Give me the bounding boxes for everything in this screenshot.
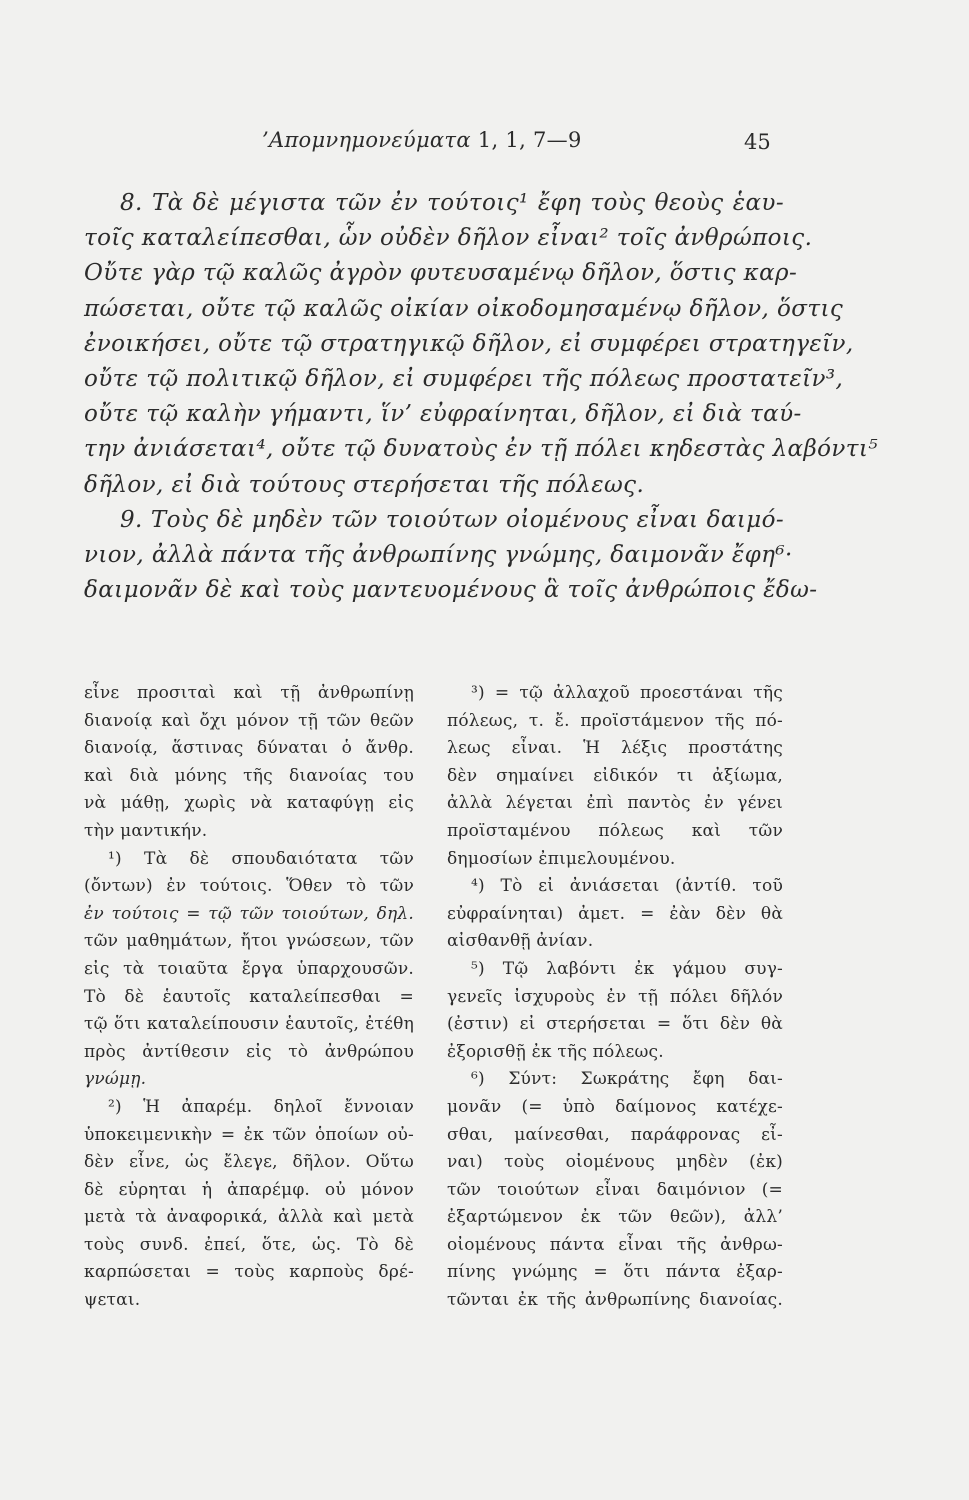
book-title: ’Απομνημονεύματα [262, 128, 471, 152]
note-line: τοὺς συνδ. ἐπεί, ὅτε, ὡς. Τὸ δὲ [84, 1234, 414, 1255]
text-line: ἐνοικήσει, οὔτε τῷ στρατηγικῷ δῆλον, εἰ συμφέρει στρατηγεῖν, [84, 330, 854, 357]
note-line: ³) = τῷ ἀλλαχοῦ προεστάναι τῆς [471, 683, 783, 703]
note-line: διανοίᾳ καὶ ὄχι μόνον τῇ τῶν θεῶν [84, 710, 414, 731]
note-line: ἐν τούτοις = τῷ τῶν τοιούτων, δηλ. [84, 903, 414, 924]
note-line: καρπώσεται = τοὺς καρποὺς δρέ- [84, 1262, 414, 1283]
commentary-right-column [447, 680, 783, 1315]
note-line: εἰς τὰ τοιαῦτα ἔργα ὑπαρχουσῶν. [84, 958, 414, 979]
note-line: ὑποκειμενικὴν = ἐκ τῶν ὁποίων οὐ- [84, 1124, 414, 1145]
note-line: οἰομένους πάντα εἶναι τῆς ἀνθρω- [447, 1234, 783, 1255]
note-line: δὲν σημαίνει εἰδικόν τι ἀξίωμα, [447, 765, 783, 786]
running-title [262, 128, 582, 152]
text-line: οὔτε τῷ καλὴν γήμαντι, ἵν’ εὐφραίνηται, δῆλον, εἰ διὰ ταύ- [84, 401, 802, 428]
page-number: 45 [744, 130, 771, 154]
note-line: δὲ εὑρηται ἡ ἀπαρέμφ. οὐ μόνον [84, 1179, 414, 1200]
text-line: 8. Τὰ δὲ μέγιστα τῶν ἐν τούτοις¹ ἔφη τοὺς θεοὺς ἑαυ- [120, 190, 784, 216]
note-line: Τὸ δὲ ἑαυτοῖς καταλείπεσθαι = [84, 986, 414, 1007]
note-line: ¹) Τὰ δὲ σπουδαιότατα τῶν [108, 848, 414, 869]
note-line: τὴν μαντικήν. [84, 820, 208, 841]
text-line: δαιμονᾶν δὲ καὶ τοὺς μαντευομένους ἃ τοῖς ἀνθρώποις ἔδω- [84, 577, 818, 604]
note-line: τῶν τοιούτων εἶναι δαιμόνιον (= [447, 1179, 783, 1200]
note-line: δημοσίων ἐπιμελουμένου. [447, 848, 676, 869]
note-line: ἀλλὰ λέγεται ἐπὶ παντὸς ἐν γένει [447, 793, 783, 814]
note-line: καὶ διὰ μόνης τῆς διανοίας του [84, 765, 414, 786]
text-line: 9. Τοὺς δὲ μηδὲν τῶν τοιούτων οἰομένους εἶναι δαιμό- [120, 506, 784, 533]
note-line: διανοίᾳ, ἅστινας δύναται ὁ ἄνθρ. [84, 738, 414, 759]
note-line: ψεται. [84, 1290, 141, 1311]
text-line: την ἀνιάσεται⁴, οὔτε τῷ δυνατοὺς ἐν τῇ πόλει κηδεστὰς λαβόντι⁵ [84, 436, 878, 463]
note-line: τῶνται ἐκ τῆς ἀνθρωπίνης διανοίας. [447, 1290, 783, 1311]
text-line: τοῖς καταλείπεσθαι, ὧν οὐδὲν δῆλον εἶναι² τοῖς ἀνθρώποις. [84, 225, 813, 252]
note-line: προϊσταμένου πόλεως καὶ τῶν [447, 820, 783, 841]
note-line: εἶνε προσιταὶ καὶ τῇ ἀνθρωπίνῃ [84, 683, 414, 703]
note-line: πόλεως, τ. ἔ. προϊστάμενον τῆς πό- [447, 710, 783, 731]
note-line: εὐφραίνηται) ἀμετ. = ἐὰν δὲν θὰ [447, 903, 783, 924]
note-line: νὰ μάθῃ, χωρὶς νὰ καταφύγῃ εἰς [84, 793, 414, 814]
note-line: αἰσθανθῇ ἀνίαν. [447, 931, 594, 952]
note-line: μετὰ τὰ ἀναφορικά, ἀλλὰ καὶ μετὰ [84, 1207, 414, 1228]
note-line: τῶν μαθημάτων, ἤτοι γνώσεων, τῶν [84, 931, 414, 952]
note-line: πρὸς ἀντίθεσιν εἰς τὸ ἀνθρώπου [84, 1041, 414, 1062]
text-line: Οὔτε γὰρ τῷ καλῶς ἀγρὸν φυτευσαμένῳ δῆλον, ὅστις καρ- [84, 260, 798, 287]
note-line: (ὄντων) ἐν τούτοις. Ὅθεν τὸ τῶν [84, 876, 414, 897]
text-line: νιον, ἀλλὰ πάντα τῆς ἀνθρωπίνης γνώμης, δαιμονᾶν ἔφη⁶· [84, 541, 793, 568]
note-line: μονᾶν (= ὑπὸ δαίμονος κατέχε- [447, 1096, 783, 1117]
note-line: δὲν εἶνε, ὡς ἔλεγε, δῆλον. Οὕτω [84, 1152, 414, 1173]
note-line: ἐξαρτώμενον ἐκ τῶν θεῶν), ἀλλ’ [447, 1207, 783, 1228]
note-line: τῷ ὅτι καταλείπουσιν ἑαυτοῖς, ἐτέθη [84, 1014, 414, 1035]
note-line: ⁶) Σύντ: Σωκράτης ἔφη δαι- [471, 1069, 783, 1090]
text-line: οὔτε τῷ πολιτικῷ δῆλον, εἰ συμφέρει τῆς πόλεως προστατεῖν³, [84, 365, 844, 392]
note-line: ναι) τοὺς οἰομένους μηδὲν (ἐκ) [447, 1152, 783, 1173]
note-line: ⁴) Τὸ εἰ ἀνιάσεται (ἀντίθ. τοῦ [471, 876, 783, 897]
note-line: ⁵) Τῷ λαβόντι ἐκ γάμου συγ- [471, 958, 783, 979]
note-line: ἐξορισθῇ ἐκ τῆς πόλεως. [447, 1041, 664, 1062]
running-header [0, 128, 969, 162]
commentary-left-column [84, 680, 414, 1315]
main-greek-text [84, 186, 878, 608]
note-line: (ἐστιν) εἰ στερήσεται = ὅτι δὲν θὰ [447, 1014, 783, 1035]
text-line: πώσεται, οὔτε τῷ καλῶς οἰκίαν οἰκοδομησαμένῳ δῆλον, ὅστις [84, 295, 844, 322]
note-line: γενεῖς ἰσχυροὺς ἐν τῇ πόλει δῆλόν [447, 986, 783, 1007]
chapter-reference: 1, 1, 7—9 [477, 128, 582, 152]
note-line: ²) Ἡ ἀπαρέμ. δηλοῖ ἔννοιαν [108, 1096, 414, 1117]
note-line: σθαι, μαίνεσθαι, παράφρονας εἶ- [447, 1124, 783, 1145]
note-line: γνώμῃ. [84, 1069, 147, 1090]
text-line: δῆλον, εἰ διὰ τούτους στερήσεται τῆς πόλεως. [84, 471, 645, 498]
note-line: πίνης γνώμης = ὅτι πάντα ἐξαρ- [447, 1262, 783, 1283]
note-line: λεως εἶναι. Ἡ λέξις προστάτης [447, 738, 783, 759]
